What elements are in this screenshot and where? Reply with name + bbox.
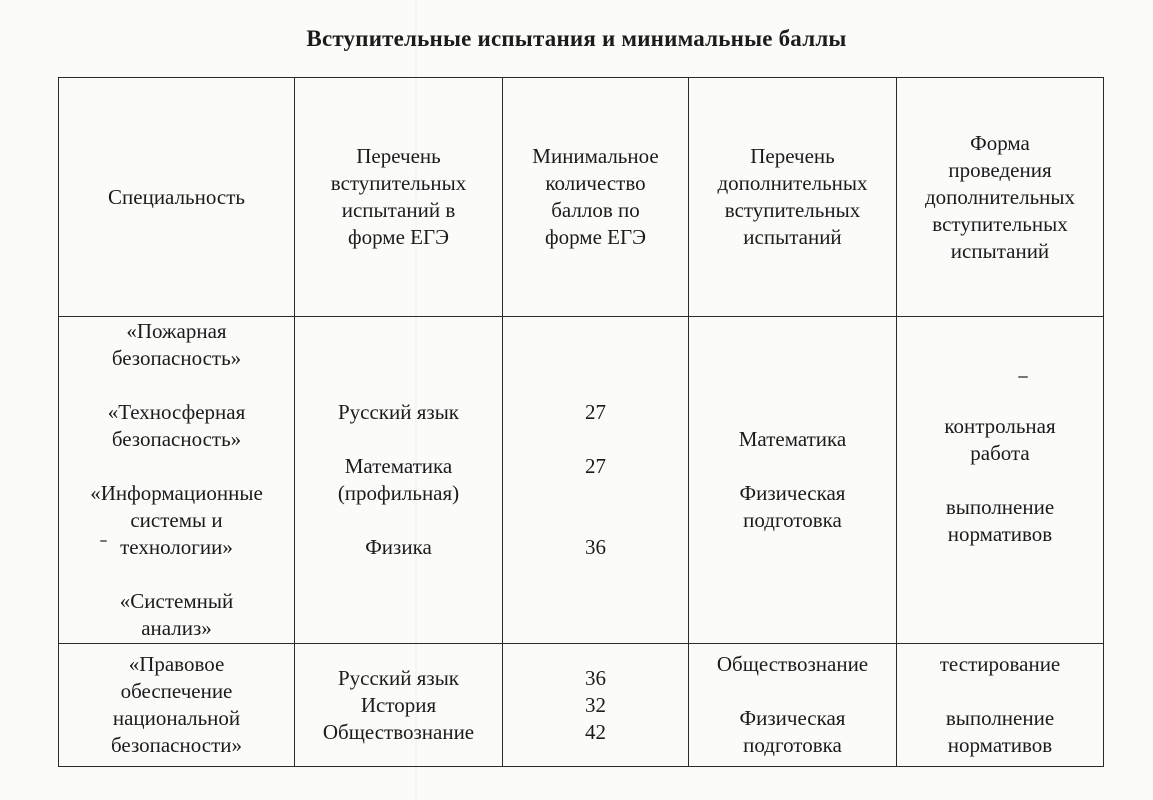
scores-cell: 27 27 36 <box>503 317 689 644</box>
specialty-cell: «Пожарная безопасность» «Техносферная безопасность» «Информационные системы и технологии» «Системный анализ» <box>59 317 295 644</box>
header-test-form: Форма проведения дополнительных вступительных испытаний <box>897 78 1104 317</box>
exams-cell: Русский язык История Обществознание <box>295 644 503 767</box>
additional-tests-cell: Обществознание Физическая подготовка <box>689 644 897 767</box>
test-form-cell: тестирование выполнение нормативов <box>897 644 1104 767</box>
page-title: Вступительные испытания и минимальные баллы <box>306 26 847 51</box>
header-min-score: Минимальное количество баллов по форме ЕГЭ <box>503 78 689 317</box>
table-row <box>59 317 1104 644</box>
header-specialty: Специальность <box>59 78 295 317</box>
additional-tests-cell: Математика Физическая подготовка <box>689 317 897 644</box>
header-exam-list: Перечень вступительных испытаний в форме ЕГЭ <box>295 78 503 317</box>
header-additional-tests: Перечень дополнительных вступительных испытаний <box>689 78 897 317</box>
test-form-cell: контрольная работа выполнение нормативов <box>897 317 1104 644</box>
scores-cell: 36 32 42 <box>503 644 689 767</box>
table-header-row <box>59 78 1104 317</box>
table-row <box>59 644 1104 767</box>
admission-table <box>58 77 1104 767</box>
exams-cell: Русский язык Математика (профильная) Физика <box>295 317 503 644</box>
specialty-cell: «Правовое обеспечение национальной безопасности» <box>59 644 295 767</box>
